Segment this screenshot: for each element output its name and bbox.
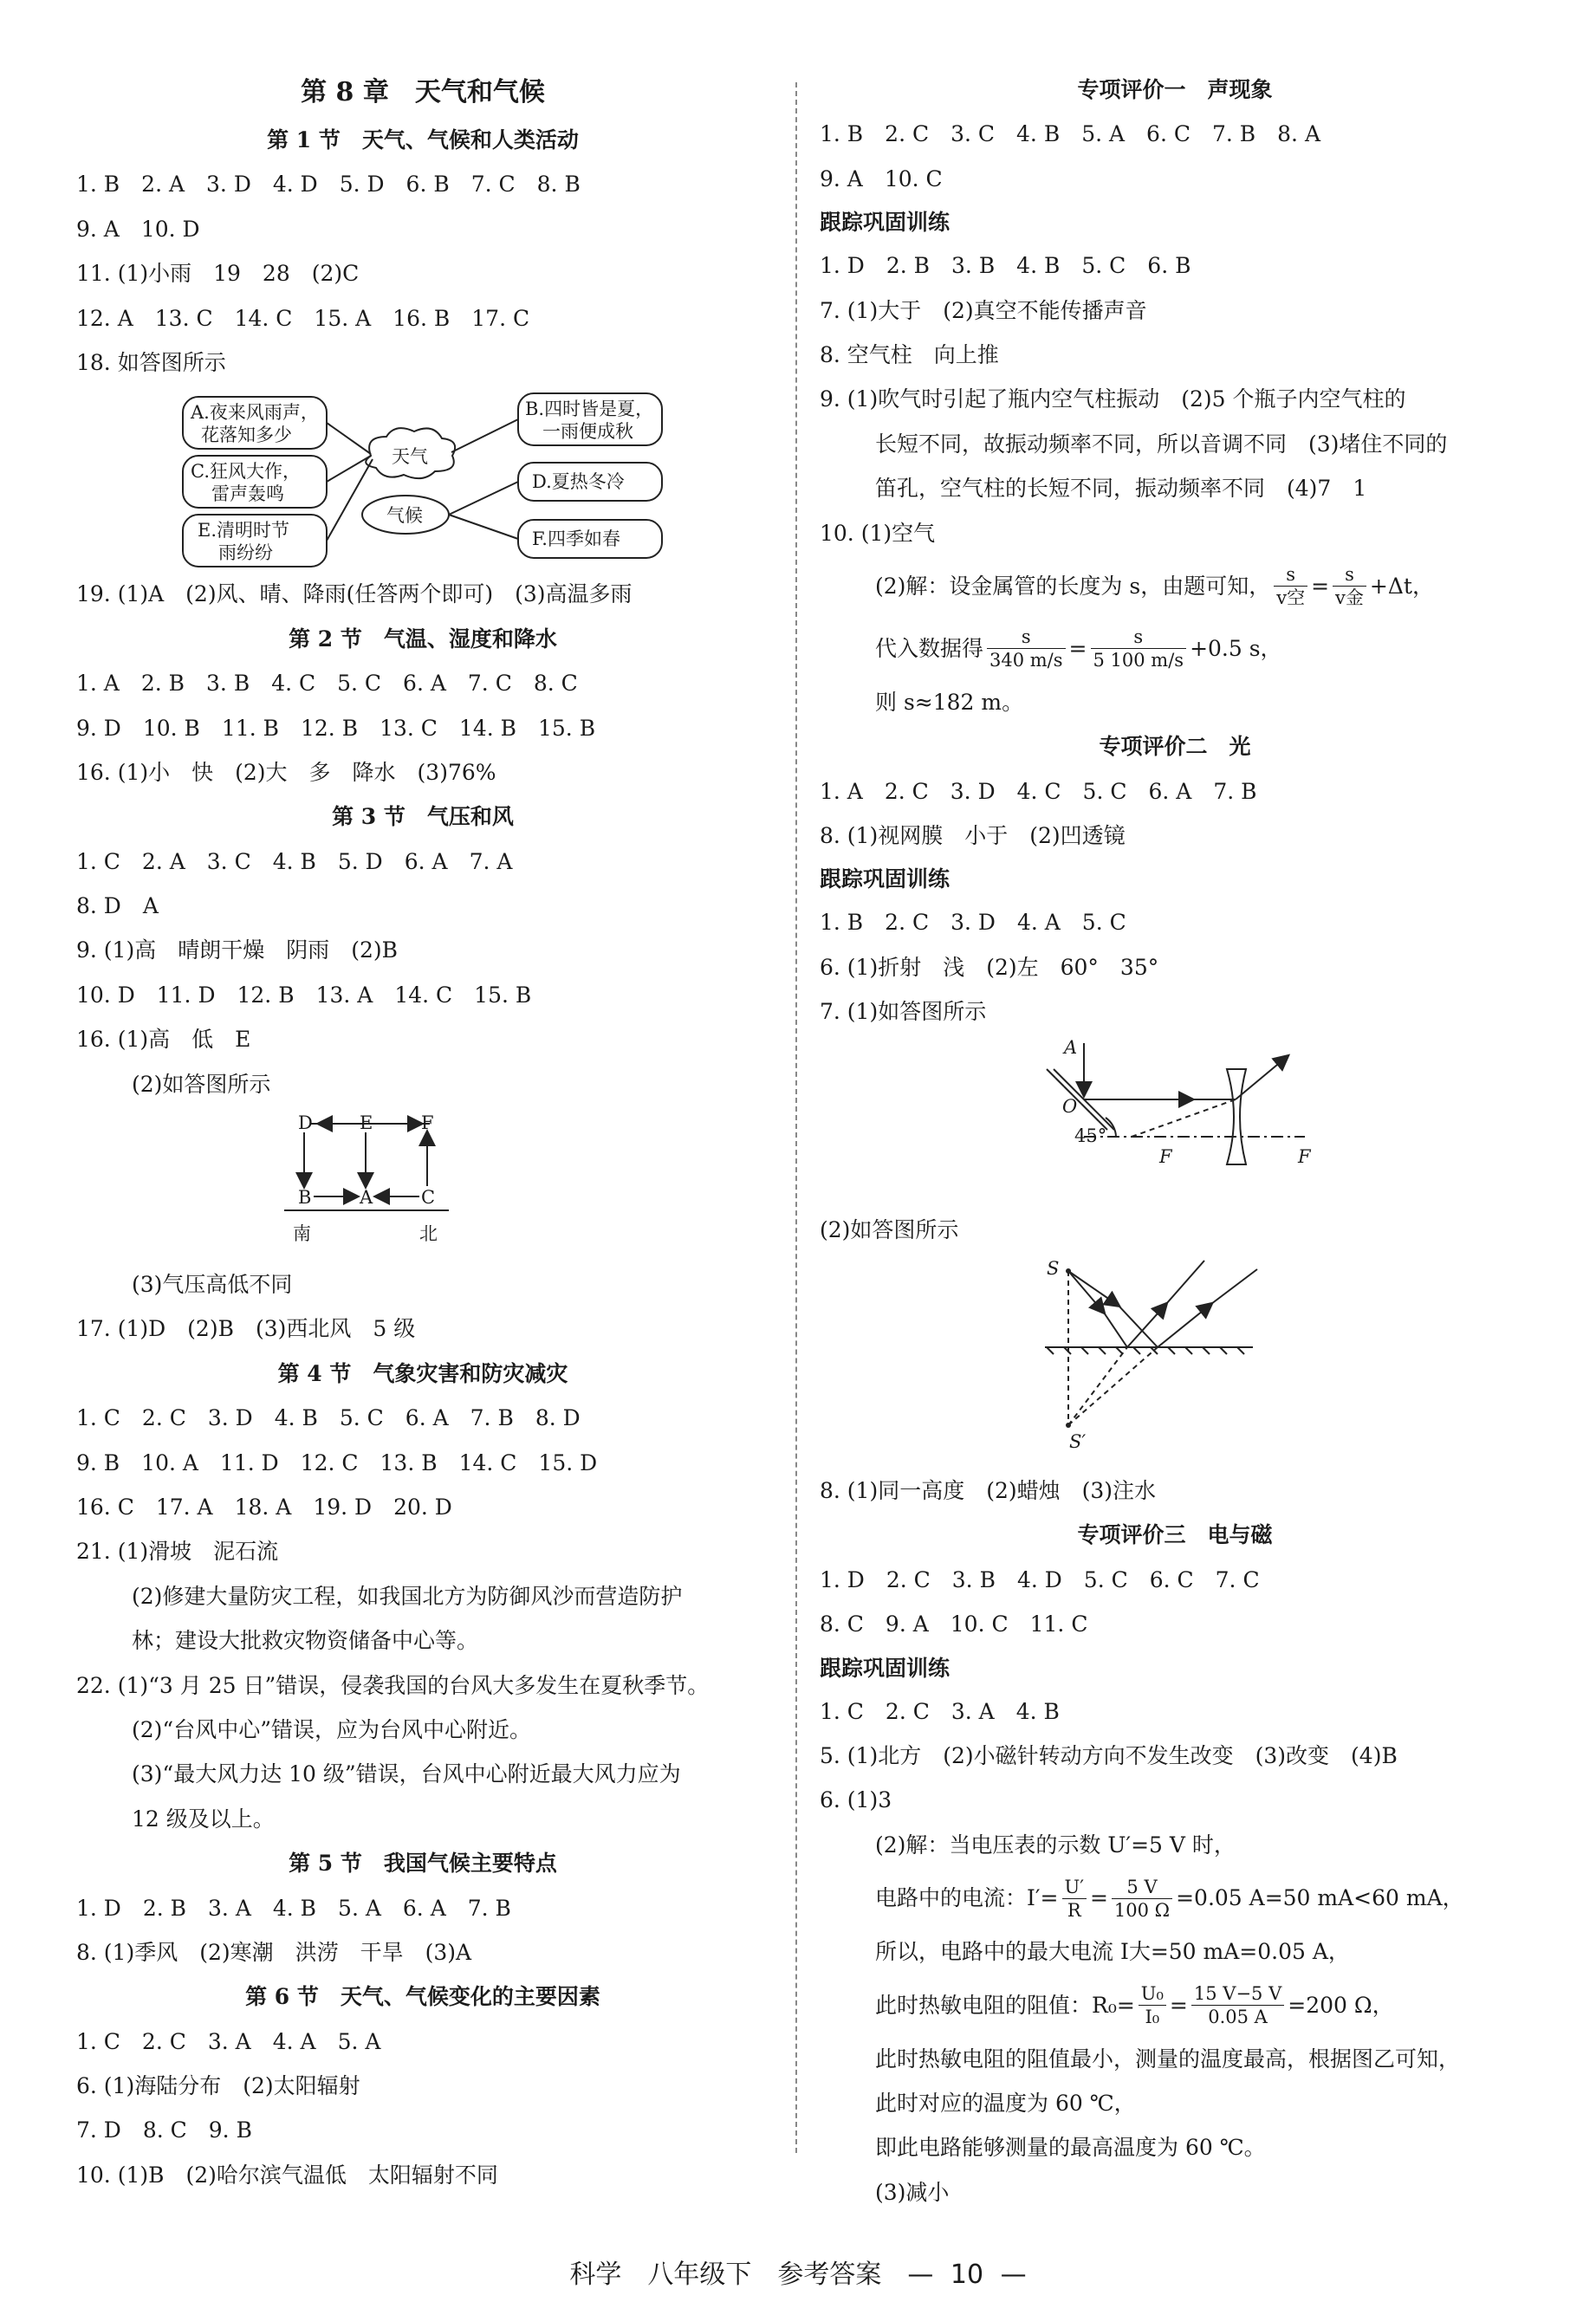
section-title: 第 5 节 我国气候主要特点 [289,1851,557,1877]
fraction: $\frac{s}{\text{v金}}$ [1333,563,1366,609]
label-angle: 45° [1074,1125,1107,1146]
label-b: B [298,1187,312,1209]
answer-line: 1. D 2. B 3. B 4. B 5. C 6. B [820,253,1191,279]
answer-line: 5. (1)北方 (2)小磁针转动方向不发生改变 (3)改变 (4)B [820,1742,1398,1768]
answer-line: 8. D A [76,893,159,919]
box-f-label: F.四季如春 [532,528,620,550]
box-a-line1: A.夜来风雨声， [191,402,319,424]
eq-lead: 此时热敏电阻的阻值：R₀= [875,1992,1135,2018]
answer-line: 9. A 10. D [76,216,200,242]
label-a: A [360,1187,373,1209]
fraction: $\frac{s}{340 m/s}$ [987,626,1066,671]
section-title: 第 4 节 气象灾害和防灾减灾 [277,1360,568,1386]
special-title: 专项评价二 光 [1099,734,1251,760]
answer-line: 12. A 13. C 14. C 15. A 16. B 17. C [76,305,530,331]
fraction: $\frac{s}{\text{v空}}$ [1274,563,1307,609]
answer-line: 1. D 2. B 3. A 4. B 5. A 6. A 7. B [76,1895,511,1921]
answer-subline: 林；建设大批救灾物资储备中心等。 [132,1628,479,1654]
answer-subline: (2)如答图所示 [132,1071,271,1097]
answer-line: 7. (1)如答图所示 [820,999,987,1025]
answer-subline: 所以，电路中的最大电流 I大=50 mA=0.05 A， [875,1939,1350,1965]
answer-subline: 12 级及以上。 [132,1806,275,1832]
box-b-line1: B.四时皆是夏， [525,399,654,420]
answer-line: 9. (1)吹气时引起了瓶内空气柱振动 (2)5 个瓶子内空气柱的 [820,386,1406,412]
label-f: F [421,1112,434,1134]
answer-subline: (2)修建大量防灾工程，如我国北方为防御风沙而营造防护 [132,1583,683,1609]
label-s-prime: S′ [1069,1431,1087,1453]
answer-line: 10. (1)B (2)哈尔滨气温低 太阳辐射不同 [76,2162,498,2188]
training-title: 跟踪巩固训练 [820,866,950,892]
weather-climate-diagram [76,385,769,572]
mirror-ray-diagram [820,1252,1530,1469]
section-title: 第 3 节 气压和风 [332,804,514,830]
answer-line: 10. (1)空气 [820,520,936,546]
fraction: $\frac{\text{U₀}}{\text{I₀}}$ [1139,1982,1166,2028]
answer-subline: (2)“台风中心”错误，应为台风中心附近。 [132,1716,531,1742]
label-s: S [1047,1258,1060,1280]
lens-ray-svg [820,1034,1530,1208]
eq-lead: 电路中的电流：I′= [875,1885,1059,1911]
equation-line: (2)解：设金属管的长度为 s，由题可知， $\frac{s}{\text{v空}}$ = $\frac{s}{\text{v金}}$ +Δt， [820,555,1530,618]
special-title: 专项评价一 声现象 [1077,77,1273,102]
label-f-left: F [1159,1145,1172,1167]
mirror-ray-svg [820,1252,1530,1469]
equation-line: 电路中的电流：I′= $\frac{U'}{R}$ = $\frac{5 V}{100 \Omega}$ =0.05 A=50 mA<60 mA， [820,1867,1530,1929]
answer-line: 16. (1)高 低 E [76,1027,251,1053]
oval-label: 气候 [386,505,423,527]
answer-line: 22. (1)“3 月 25 日”错误，侵袭我国的台风大多发生在夏秋季节。 [76,1672,710,1698]
air-pressure-diagram [76,1106,769,1262]
answer-line: 1. C 2. C 3. A 4. A 5. A [76,2028,381,2054]
box-c-line1: C.狂风大作， [191,461,301,483]
box-b-line2: 一雨便成秋 [542,421,633,443]
eq-tail: +0.5 s， [1190,635,1282,661]
fraction: $\frac{5 V}{100 \Omega}$ [1112,1876,1172,1922]
answer-line: 17. (1)D (2)B (3)西北风 5 级 [76,1316,416,1342]
answer-line: 18. 如答图所示 [76,349,226,375]
answer-line: 9. (1)高 晴朗干燥 阴雨 (2)B [76,937,398,963]
label-north: 北 [419,1223,438,1245]
answer-line: 1. A 2. B 3. B 4. C 5. C 6. A 7. C 8. C [76,671,578,697]
label-f-right: F [1298,1145,1311,1167]
answer-line: 6. (1)折射 浅 (2)左 60° 35° [820,954,1159,980]
answer-line: 6. (1)3 [820,1787,892,1813]
cloud-label: 天气 [392,446,428,468]
section-title: 第 6 节 天气、气候变化的主要因素 [245,1984,600,2010]
answer-line: 9. B 10. A 11. D 12. C 13. B 14. C 15. D [76,1449,598,1475]
eq-tail: =200 Ω， [1288,1992,1394,2018]
answer-subline: 即此电路能够测量的最高温度为 60 ℃。 [875,2135,1266,2161]
answer-line: 1. B 2. C 3. C 4. B 5. A 6. C 7. B 8. A [820,121,1321,147]
answer-line: 8. (1)同一高度 (2)蜡烛 (3)注水 [820,1478,1157,1504]
section-title: 第 2 节 气温、湿度和降水 [289,626,557,652]
box-c-line2: 雷声轰鸣 [211,483,284,505]
answer-line: 1. D 2. C 3. B 4. D 5. C 6. C 7. C [820,1566,1260,1592]
answer-subline: (3)气压高低不同 [132,1272,293,1298]
training-title: 跟踪巩固训练 [820,210,950,236]
answer-line: 1. B 2. A 3. D 4. D 5. D 6. B 7. C 8. B [76,172,581,198]
answer-subline: 笛孔，空气柱的长短不同，振动频率不同 (4)7 1 [875,476,1367,502]
right-column [820,68,1530,2214]
answer-line: 1. A 2. C 3. D 4. C 5. C 6. A 7. B [820,778,1257,804]
page-footer: 科学 八年级下 参考答案 — 10 — [569,2260,1027,2290]
answer-subline: 此时对应的温度为 60 ℃， [875,2090,1136,2116]
answer-line: 21. (1)滑坡 泥石流 [76,1539,279,1565]
box-d-label: D.夏热冬冷 [532,471,625,493]
answer-subline: (2)解：当电压表的示数 U′=5 V 时， [875,1832,1236,1858]
answer-subline: (3)减小 [875,2179,950,2205]
label-c: C [421,1187,436,1209]
answer-line: 19. (1)A (2)风、晴、降雨(任答两个即可) (3)高温多雨 [76,581,633,607]
section-title: 第 1 节 天气、气候和人类活动 [267,127,579,152]
label-e: E [360,1112,373,1134]
label-a: A [1064,1036,1078,1058]
answer-line: 6. (1)海陆分布 (2)太阳辐射 [76,2073,360,2099]
box-a-line2: 花落知多少 [201,425,292,446]
label-o: O [1062,1095,1078,1117]
answer-line: 10. D 11. D 12. B 13. A 14. C 15. B [76,982,532,1008]
equation-line: 代入数据得 $\frac{s}{340 m/s}$ = $\frac{s}{5 100 m/s}$ +0.5 s， [820,618,1530,680]
box-e-line1: E.清明时节 [198,520,290,541]
label-south: 南 [293,1223,311,1245]
answer-line: 9. D 10. B 11. B 12. B 13. C 14. B 15. B [76,715,596,741]
fraction: $\frac{15 V-5 V}{0.05 A}$ [1191,1982,1284,2028]
answer-line: 9. A 10. C [820,165,943,191]
training-title: 跟踪巩固训练 [820,1655,950,1681]
answer-line: 8. 空气柱 向上推 [820,341,999,367]
answer-line: (2)如答图所示 [820,1216,959,1242]
column-divider [795,82,797,2153]
left-column [76,68,769,2197]
answer-line: 1. C 2. A 3. C 4. B 5. D 6. A 7. A [76,848,513,874]
answer-line: 7. (1)大于 (2)真空不能传播声音 [820,297,1147,323]
answer-line: 11. (1)小雨 19 28 (2)C [76,261,360,287]
answer-subline: 长短不同，故振动频率不同，所以音调不同 (3)堵住不同的 [875,431,1448,457]
fraction: $\frac{U'}{R}$ [1062,1876,1087,1922]
lens-ray-diagram [820,1034,1530,1208]
eq-lead: (2)解：设金属管的长度为 s，由题可知， [875,573,1271,599]
answer-subline: (3)“最大风力达 10 级”错误，台风中心附近最大风力应为 [132,1761,681,1787]
eq-tail: +Δt， [1369,573,1434,599]
air-pressure-svg [76,1106,769,1262]
box-e-line2: 雨纷纷 [218,542,273,564]
chapter-title: 第 8 章 天气和气候 [301,77,545,107]
answer-line: 7. D 8. C 9. B [76,2117,252,2143]
answer-line: 16. C 17. A 18. A 19. D 20. D [76,1494,452,1520]
answer-line: 8. C 9. A 10. C 11. C [820,1611,1088,1637]
answer-line: 8. (1)视网膜 小于 (2)凹透镜 [820,823,1126,849]
eq-lead: 代入数据得 [875,635,984,661]
special-title: 专项评价三 电与磁 [1077,1522,1273,1548]
answer-subline: 则 s≈182 m。 [875,689,1024,715]
answer-line: 1. B 2. C 3. D 4. A 5. C [820,910,1126,936]
equation-line: 此时热敏电阻的阻值：R₀= $\frac{\text{U₀}}{\text{I₀}}$ = $\frac{15 V-5 V}{0.05 A}$ =200 Ω， [820,1975,1530,2037]
answer-line: 1. C 2. C 3. D 4. B 5. C 6. A 7. B 8. D [76,1405,581,1431]
label-d: D [298,1112,313,1134]
answer-line: 8. (1)季风 (2)寒潮 洪涝 干旱 (3)A [76,1939,472,1965]
answer-line: 1. C 2. C 3. A 4. B [820,1698,1060,1724]
weather-climate-svg [76,385,769,572]
eq-tail: =0.05 A=50 mA<60 mA， [1176,1885,1464,1911]
answer-subline: 此时热敏电阻的阻值最小，测量的温度最高，根据图乙可知， [875,2046,1461,2072]
answer-line: 16. (1)小 快 (2)大 多 降水 (3)76% [76,759,496,785]
fraction: $\frac{s}{5 100 m/s}$ [1091,626,1187,671]
